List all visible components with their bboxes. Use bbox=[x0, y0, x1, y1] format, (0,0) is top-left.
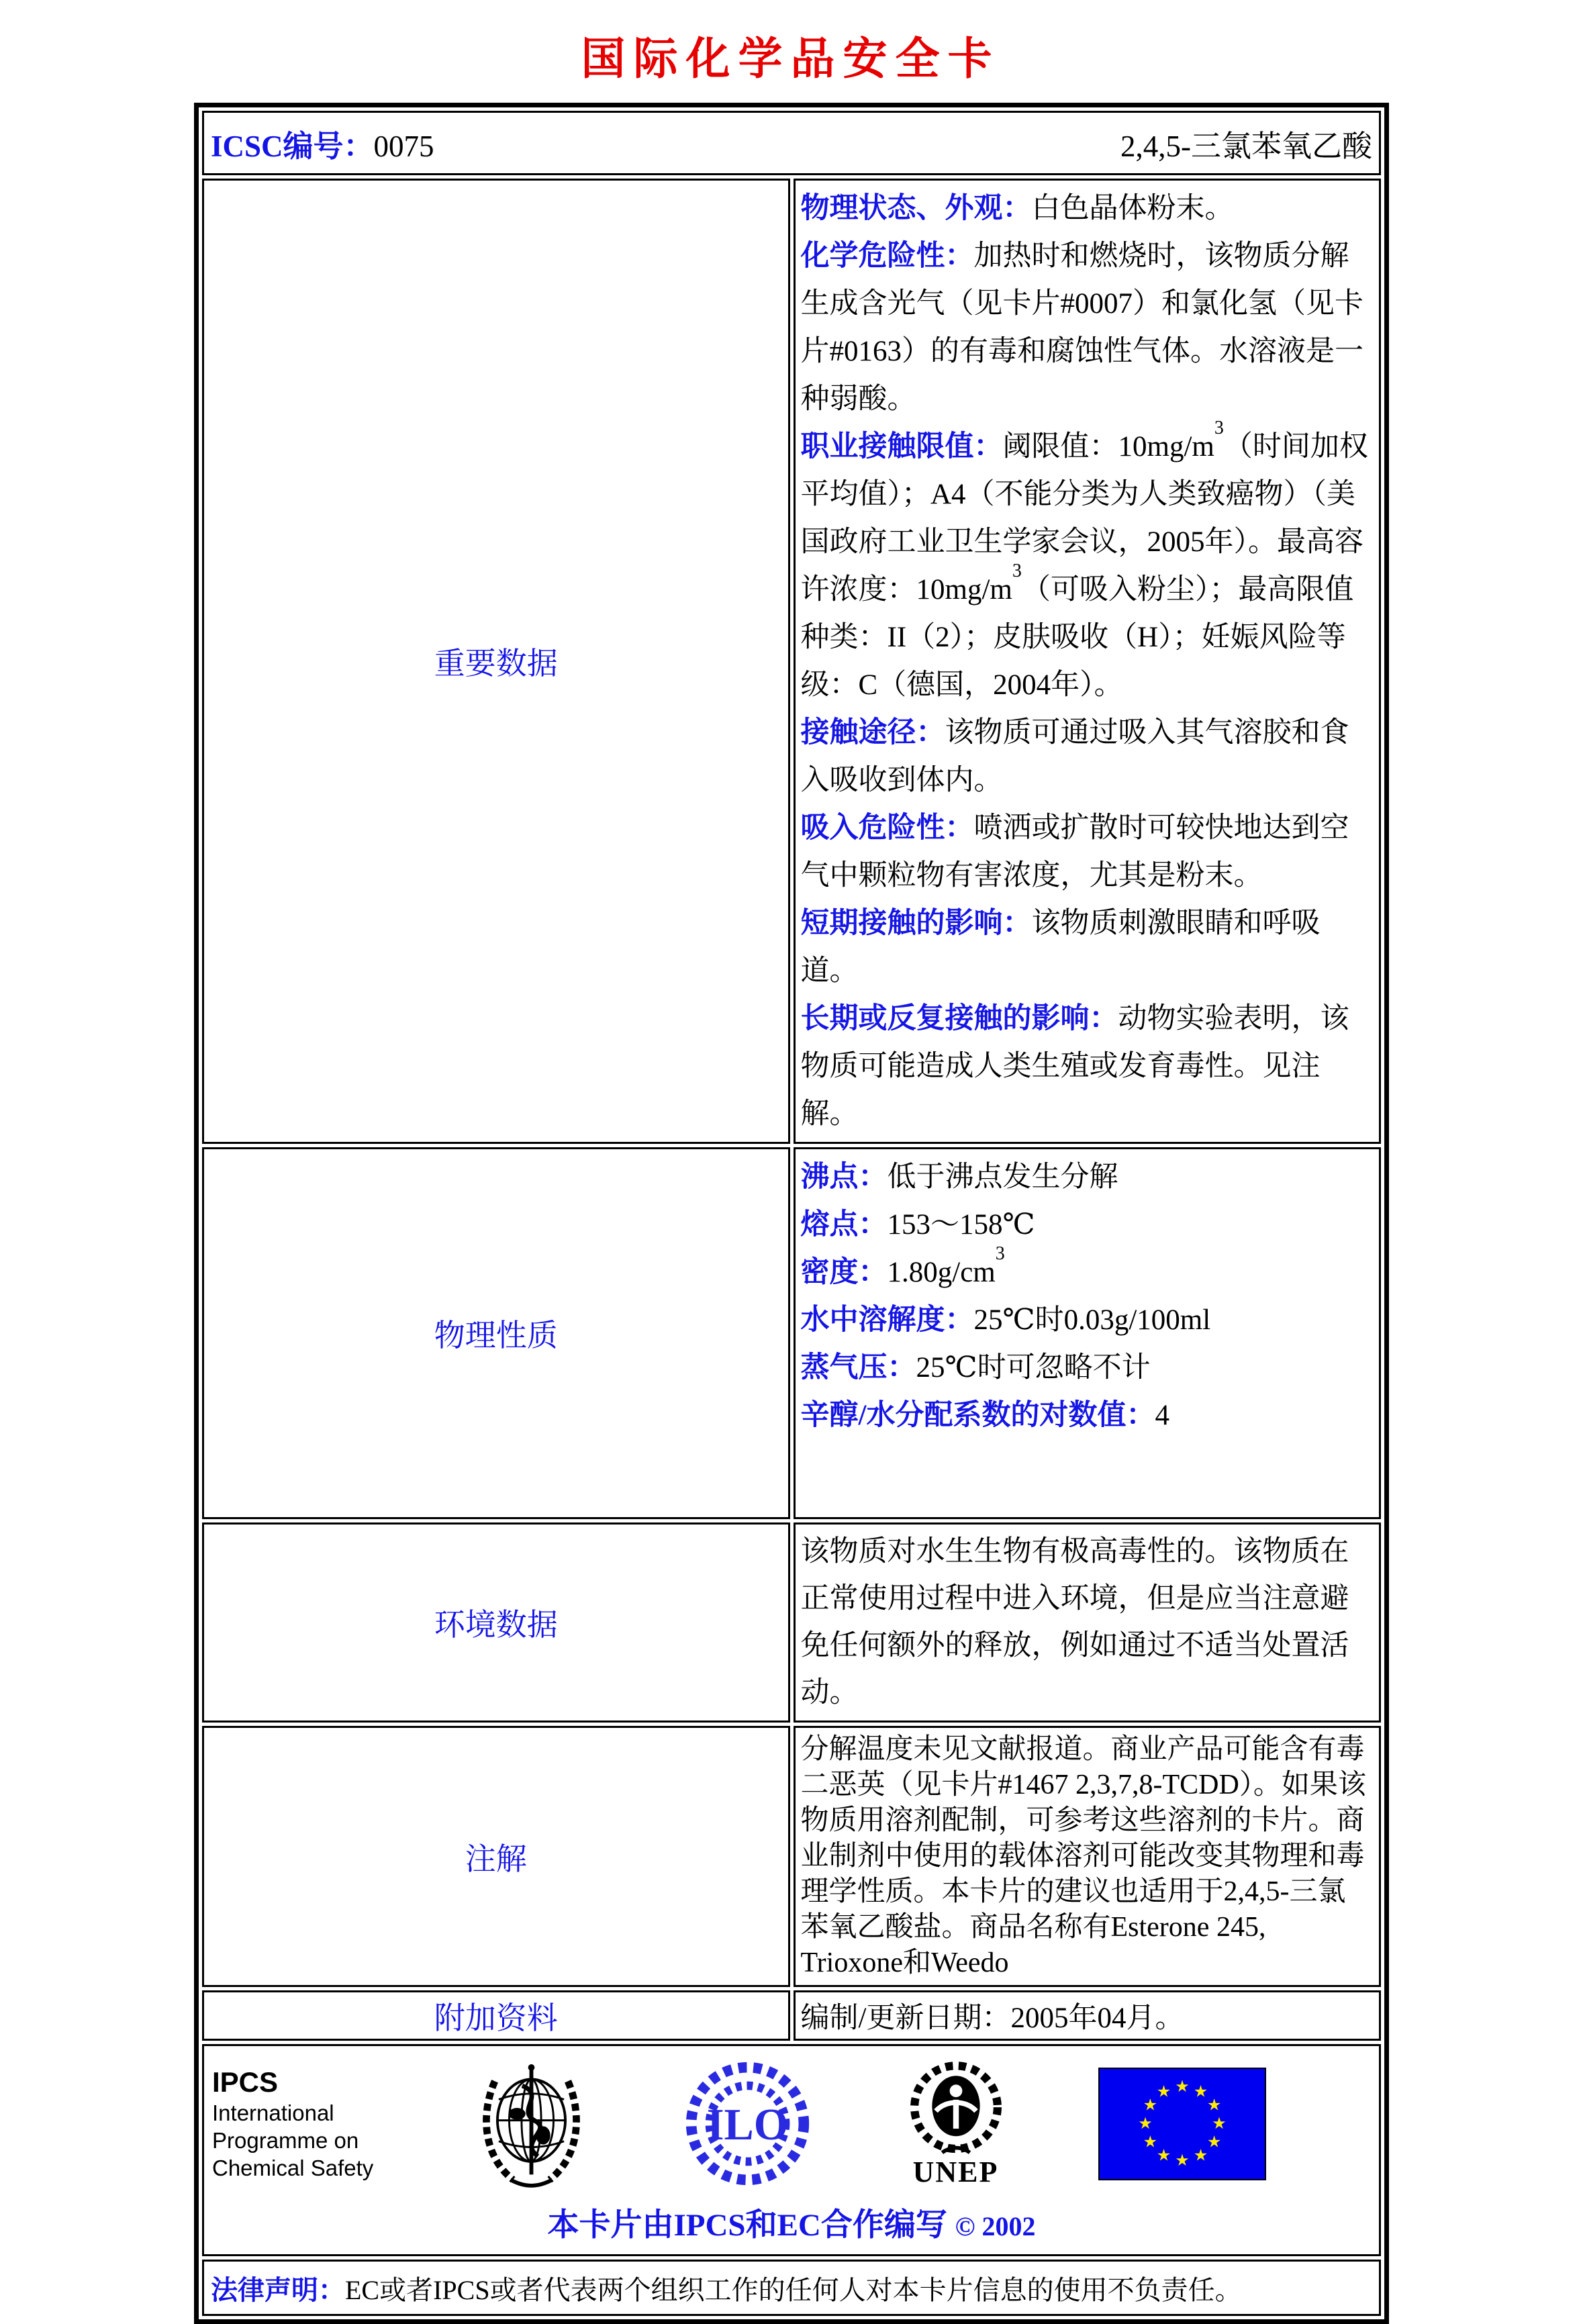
logo-strip bbox=[204, 2058, 1379, 2189]
field-line-boiling-point bbox=[801, 1153, 1369, 1201]
icsc-number-label: ICSC编号： bbox=[211, 129, 374, 163]
svg-text:★: ★ bbox=[1212, 2115, 1227, 2133]
legal-cell bbox=[202, 2260, 1381, 2316]
field-line-density bbox=[800, 1243, 1369, 1296]
field-line-chemical-danger bbox=[801, 232, 1369, 423]
svg-text:★: ★ bbox=[1175, 2078, 1190, 2096]
ipcs-line: Programme on bbox=[212, 2128, 359, 2153]
ipcs-text-block bbox=[212, 2066, 380, 2182]
ipcs-line: Chemical Safety bbox=[212, 2156, 374, 2180]
ipcs-abbr: IPCS bbox=[212, 2066, 279, 2098]
notes-row bbox=[202, 1726, 1381, 1987]
field-label: 水中溶解度： bbox=[800, 1304, 974, 1336]
ilo-letters: ILO bbox=[706, 2100, 789, 2149]
unep-caption: UNEP bbox=[912, 2156, 999, 2188]
field-line-water-solubility bbox=[801, 1296, 1369, 1344]
chemical-name: 2,4,5-三氯苯氧乙酸 bbox=[1120, 129, 1372, 163]
field-label: 蒸气压： bbox=[800, 1352, 916, 1384]
field-line-long-term-effects bbox=[801, 995, 1369, 1138]
ilo-emblem-icon bbox=[682, 2058, 813, 2189]
field-text: 153～158℃ bbox=[887, 1209, 1035, 1241]
logos-cell bbox=[202, 2044, 1381, 2256]
superscript: 3 bbox=[1214, 417, 1224, 438]
eu-flag-icon bbox=[1098, 2068, 1266, 2180]
additional-content: 编制/更新日期：2005年04月。 bbox=[794, 1990, 1382, 2041]
field-text: 4 bbox=[1155, 1400, 1169, 1431]
environment-content bbox=[794, 1522, 1382, 1723]
icsc-number bbox=[211, 122, 434, 165]
field-line-exposure-routes bbox=[801, 709, 1369, 804]
copyright-text: © 2002 bbox=[955, 2211, 1036, 2241]
superscript: 3 bbox=[1012, 560, 1022, 581]
credit-text: 本卡片由IPCS和EC合作编写 bbox=[547, 2208, 947, 2243]
field-line-inhalation-risk bbox=[801, 804, 1369, 900]
svg-text:★: ★ bbox=[1143, 2096, 1158, 2114]
header-row bbox=[202, 111, 1381, 175]
legal-row bbox=[202, 2260, 1381, 2316]
legal-label: 法律声明： bbox=[211, 2274, 345, 2305]
field-label: 辛醇/水分配系数的对数值： bbox=[800, 1400, 1155, 1431]
ipcs-line: International bbox=[212, 2100, 334, 2125]
section-label-important: 重要数据 bbox=[202, 179, 790, 1144]
field-line-occupational-limits bbox=[800, 417, 1369, 709]
legal-text: EC或者IPCS或者代表两个组织工作的任何人对本卡片信息的使用不负责任。 bbox=[345, 2274, 1242, 2305]
svg-text:★: ★ bbox=[1206, 2133, 1222, 2151]
icsc-table bbox=[199, 107, 1384, 2319]
field-text: 该物质刺激眼睛和呼吸道。 bbox=[800, 908, 1321, 987]
icsc-number-value: 0075 bbox=[373, 129, 434, 163]
field-line-melting-point bbox=[801, 1201, 1369, 1249]
field-text: 低于沸点发生分解 bbox=[887, 1161, 1118, 1193]
field-label: 长期或反复接触的影响： bbox=[800, 1003, 1118, 1034]
field-text: 阈限值：10mg/m bbox=[1002, 431, 1214, 463]
svg-text:★: ★ bbox=[1156, 2147, 1171, 2165]
additional-info-row bbox=[202, 1990, 1381, 2041]
field-text: 25℃时可忽略不计 bbox=[916, 1352, 1151, 1384]
unep-block bbox=[906, 2058, 1006, 2189]
field-label: 接触途径： bbox=[800, 717, 945, 748]
svg-text:★: ★ bbox=[1206, 2096, 1222, 2114]
credit-line bbox=[204, 2200, 1379, 2245]
field-text: 动物实验表明，该物质可能造成人类生殖或发育毒性。见注解。 bbox=[800, 1003, 1349, 1130]
environment-text: 该物质对水生生物有极高毒性的。该物质在正常使用过程中进入环境，但是应当注意避免任何额外的释放，例如通过不适当处置活动。 bbox=[800, 1536, 1349, 1708]
field-label: 短期接触的影响： bbox=[800, 908, 1032, 939]
field-label: 化学危险性： bbox=[800, 240, 974, 272]
physical-properties-row bbox=[202, 1147, 1381, 1519]
field-line-vapor-pressure bbox=[801, 1344, 1369, 1392]
environmental-data-row bbox=[202, 1522, 1381, 1723]
section-label-additional: 附加资料 bbox=[202, 1990, 790, 2041]
field-text: 25℃时0.03g/100ml bbox=[973, 1304, 1211, 1336]
physical-content bbox=[794, 1147, 1382, 1519]
field-label: 密度： bbox=[800, 1257, 888, 1288]
important-content bbox=[794, 179, 1382, 1144]
svg-text:★: ★ bbox=[1193, 2147, 1208, 2165]
icsc-card bbox=[194, 103, 1389, 2324]
notes-content bbox=[794, 1726, 1382, 1987]
svg-text:★: ★ bbox=[1193, 2082, 1208, 2100]
notes-text: 分解温度未见文献报道。商业产品可能含有毒二恶英（见卡片#1467 2,3,7,8-TCDD）。如果该物质用溶剂配制，可参考这些溶剂的卡片。商业制剂中使用的载体溶剂可能改变其物理和毒理学性质。本卡片的建议也适用于2,4,5-三氯苯氧乙酸盐。商品名称有Esterone 245, Trioxone和Weedo bbox=[800, 1734, 1366, 1978]
superscript: 3 bbox=[995, 1243, 1005, 1264]
svg-text:★: ★ bbox=[1138, 2115, 1153, 2133]
svg-text:★: ★ bbox=[1175, 2151, 1190, 2170]
field-label: 物理状态、外观： bbox=[800, 193, 1032, 224]
svg-text:★: ★ bbox=[1156, 2082, 1171, 2100]
section-label-environment: 环境数据 bbox=[202, 1522, 790, 1723]
unep-emblem-icon bbox=[906, 2058, 1006, 2159]
field-label: 职业接触限值： bbox=[800, 431, 1003, 463]
field-text: 该物质可通过吸入其气溶胶和食入吸收到体内。 bbox=[800, 717, 1349, 796]
who-emblem-icon bbox=[473, 2058, 590, 2189]
field-line-short-term-effects bbox=[801, 900, 1369, 995]
field-text: 加热时和燃烧时，该物质分解生成含光气（见卡片#0007）和氯化氢（见卡片#0163）的有毒和腐蚀性气体。水溶液是一种弱酸。 bbox=[800, 240, 1363, 415]
header-content bbox=[211, 122, 1372, 165]
field-text: 白色晶体粉末。 bbox=[1031, 193, 1234, 224]
page-title: 国际化学品安全卡 bbox=[581, 32, 1000, 85]
field-label: 沸点： bbox=[800, 1161, 888, 1193]
page bbox=[0, 23, 1581, 2324]
field-text: 1.80g/cm bbox=[887, 1257, 996, 1288]
field-label: 熔点： bbox=[800, 1209, 888, 1241]
field-line-octanol-water bbox=[801, 1392, 1369, 1439]
section-label-notes: 注解 bbox=[202, 1726, 790, 1987]
section-label-physical: 物理性质 bbox=[202, 1147, 790, 1519]
logos-row bbox=[202, 2044, 1381, 2256]
field-line-physical-state bbox=[801, 185, 1369, 232]
important-data-row bbox=[202, 179, 1381, 1144]
field-text: （时间加权平均值）；A4（不能分类为人类致癌物）（美国政府工业卫生学家会议，2005年）。最高容许浓度：10mg/m bbox=[800, 431, 1368, 606]
field-label: 吸入危险性： bbox=[800, 812, 974, 844]
field-text: （可吸入粉尘）；最高限值种类：II（2）；皮肤吸收（H）；妊娠风险等级：C（德国，2004年）。 bbox=[800, 574, 1354, 701]
field-text: 喷洒或扩散时可较快地达到空气中颗粒物有害浓度，尤其是粉末。 bbox=[800, 812, 1349, 891]
svg-text:★: ★ bbox=[1143, 2133, 1158, 2151]
header-cell bbox=[202, 111, 1381, 175]
